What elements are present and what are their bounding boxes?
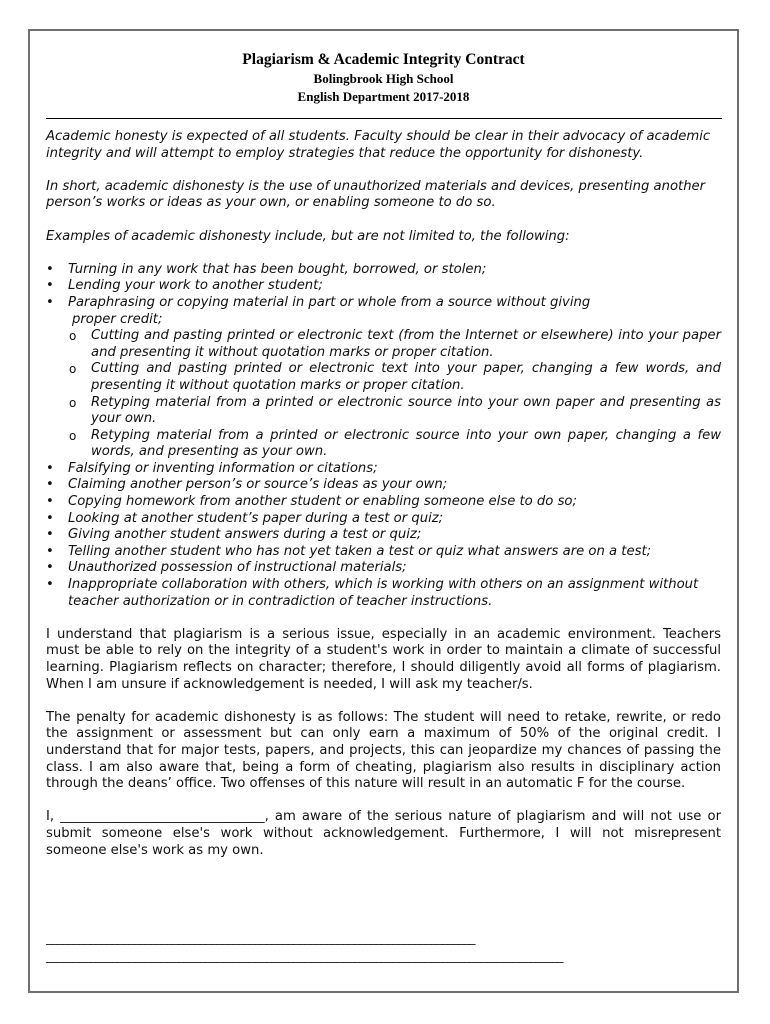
- document-page: [28, 29, 739, 993]
- sub-list-item: o Cutting and pasting printed or electronic text into your paper, changing a few words, and presenting it without quotation marks or proper citation.: [46, 361, 721, 394]
- list-item: • Lending your work to another student;: [46, 278, 721, 295]
- pledge-paragraph: I, _______________________________, am aware of the serious nature of plagiarism and will not use or submit someone else's work without acknowledgement. Furthermore, I will not misrepresent someone else's work as my own.: [46, 809, 721, 858]
- header-divider: [46, 118, 722, 119]
- document-body: [46, 129, 721, 859]
- signature-line: ______________________________________________________________________________________________: [46, 949, 563, 963]
- list-item: [46, 295, 721, 461]
- sub-list: [68, 328, 721, 461]
- list-item: • Looking at another student’s paper during a test or quiz;: [46, 511, 721, 528]
- list-item: • Inappropriate collaboration with others, which is working with others on an assignment without teacher authorization or in contradiction of teacher instructions.: [46, 577, 721, 610]
- list-item-continuation: proper credit;: [72, 311, 163, 327]
- list-item: • Giving another student answers during a test or quiz;: [46, 527, 721, 544]
- list-item: • Telling another student who has not yet taken a test or quiz what answers are on a test;: [46, 544, 721, 561]
- intro-paragraph-3: Examples of academic dishonesty include, but are not limited to, the following:: [46, 228, 570, 244]
- list-item: • Falsifying or inventing information or citations;: [46, 461, 721, 478]
- penalty-paragraph: The penalty for academic dishonesty is as follows: The student will need to retake, rewrite, or redo the assignment or assessment but can only earn a maximum of 50% of the original credit. I understand that for major tests, papers, and projects, this can jeopardize my chances of passing the class. I am also aware that, being a form of cheating, plagiarism also results in disciplinary action through the deans’ office. Two offenses of this nature will result in an automatic F for the course.: [46, 709, 721, 792]
- sub-list-item: o Retyping material from a printed or electronic source into your own paper, changing a few words, and presenting as your own.: [46, 428, 721, 461]
- list-item: • Copying homework from another student or enabling someone else to do so;: [46, 494, 721, 511]
- list-item: • Unauthorized possession of instructional materials;: [46, 560, 721, 577]
- sub-list-item: o Cutting and pasting printed or electronic text (from the Internet or elsewhere) into your paper and presenting it without quotation marks or proper citation.: [46, 328, 721, 361]
- signature-line: ______________________________________________________________________________: [46, 931, 475, 945]
- list-item: • Claiming another person’s or source’s ideas as your own;: [46, 477, 721, 494]
- intro-paragraph-2: In short, academic dishonesty is the use of unauthorized materials and devices, presenting another person’s works or ideas as your own, or enabling someone to do so.: [46, 178, 706, 211]
- school-name: Bolingbrook High School: [313, 71, 454, 86]
- list-item: • Turning in any work that has been bought, borrowed, or stolen;: [46, 262, 721, 279]
- department-line: English Department 2017-2018: [297, 89, 470, 104]
- sub-list-item: o Retyping material from a printed or electronic source into your own paper and presenting as your own.: [46, 395, 721, 428]
- list-item-text: Paraphrasing or copying material in part or whole from a source without giving: [68, 294, 591, 310]
- understanding-paragraph: I understand that plagiarism is a serious issue, especially in an academic environment. Teachers must be able to rely on the integrity of a student's work in order to maintain a climate of successful learning. Plagiarism reflects on character; therefore, I should diligently avoid all forms of plagiarism. When I am unsure if acknowledgement is needed, I will ask my teacher/s.: [46, 626, 721, 692]
- intro-paragraph-1: Academic honesty is expected of all students. Faculty should be clear in their advocacy of academic integrity and will attempt to employ strategies that reduce the opportunity for dishonesty.: [46, 129, 711, 161]
- examples-list: [46, 262, 721, 610]
- document-title: Plagiarism & Academic Integrity Contract: [242, 51, 525, 68]
